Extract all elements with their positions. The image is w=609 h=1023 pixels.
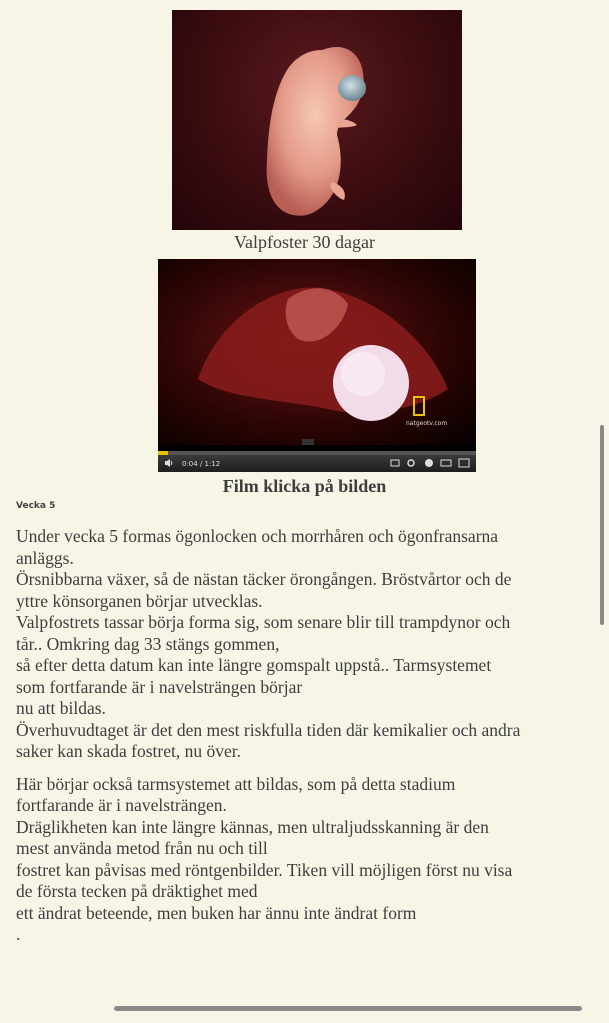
text-line: yttre könsorganen börjar utvecklas. [16, 590, 263, 611]
horizontal-scrollbar[interactable] [114, 1006, 582, 1011]
info-icon[interactable] [424, 458, 434, 469]
player-controls [158, 455, 476, 472]
text-line: Dräglikheten kan inte längre kännas, men ultraljudsskanning är den [16, 816, 489, 837]
text-line: tår.. Omkring dag 33 stängs gommen, [16, 633, 280, 654]
volume-icon[interactable] [164, 458, 174, 469]
text-line: fortfarande är i navelsträngen. [16, 795, 227, 815]
video-caption: Film klicka på bilden [222, 476, 387, 496]
settings-icon[interactable] [390, 458, 400, 469]
theater-mode-icon[interactable] [440, 458, 452, 469]
text-line: de första tecken på dräktighet med [16, 881, 258, 901]
text-line: som fortfarande är i navelsträngen börjar [16, 676, 303, 697]
text-line: saker kan skada fostret, nu över. [16, 741, 241, 761]
text-line: Valpfostrets tassar börja forma sig, som senare blir till trampdynor och [16, 612, 511, 632]
text-line: . [16, 924, 21, 944]
text-line: fostret kan påvisas med röntgenbilder. Tiken vill möjligen först nu visa [16, 859, 513, 880]
text-line: Överhuvudtaget är det den mest riskfulla tiden där kemikalier och andra [16, 719, 521, 740]
paragraph-2 [16, 774, 609, 946]
week-heading: Vecka 5 [16, 501, 56, 511]
text-line: så efter detta datum kan inte längre gomspalt uppstå.. Tarmsystemet [16, 655, 492, 675]
gear-icon[interactable] [406, 458, 416, 469]
text-line: nu att bildas. [16, 698, 106, 718]
text-line: anläggs. [16, 547, 74, 568]
text-line: Örsnibbarna växer, så de nästan täcker örongången. Bröstvårtor och de [16, 569, 512, 589]
paragraph-1 [16, 526, 609, 763]
photo-caption: Valpfoster 30 dagar [234, 232, 375, 252]
watermark-text: natgeotv.com [406, 420, 448, 427]
video-thumbnail [158, 259, 476, 445]
embryo-illustration [172, 10, 462, 230]
text-line: ett ändrat beteende, men buken har ännu inte ändrat form [16, 902, 417, 923]
vertical-scrollbar[interactable] [600, 425, 604, 625]
video-player[interactable] [158, 259, 476, 472]
article-body [16, 526, 609, 946]
text-line: mest använda metod från nu och till [16, 838, 268, 858]
text-line: Under vecka 5 formas ögonlocken och morrhåren och ögonfransarna [16, 526, 499, 546]
video-frame[interactable] [158, 259, 476, 445]
expand-icon[interactable] [302, 439, 314, 445]
video-time: 0:04 / 1:12 [182, 460, 221, 468]
text-line: Här börjar också tarmsystemet att bildas, som på detta stadium [16, 773, 456, 794]
fullscreen-icon[interactable] [458, 458, 470, 469]
embryo-photo [172, 10, 462, 230]
